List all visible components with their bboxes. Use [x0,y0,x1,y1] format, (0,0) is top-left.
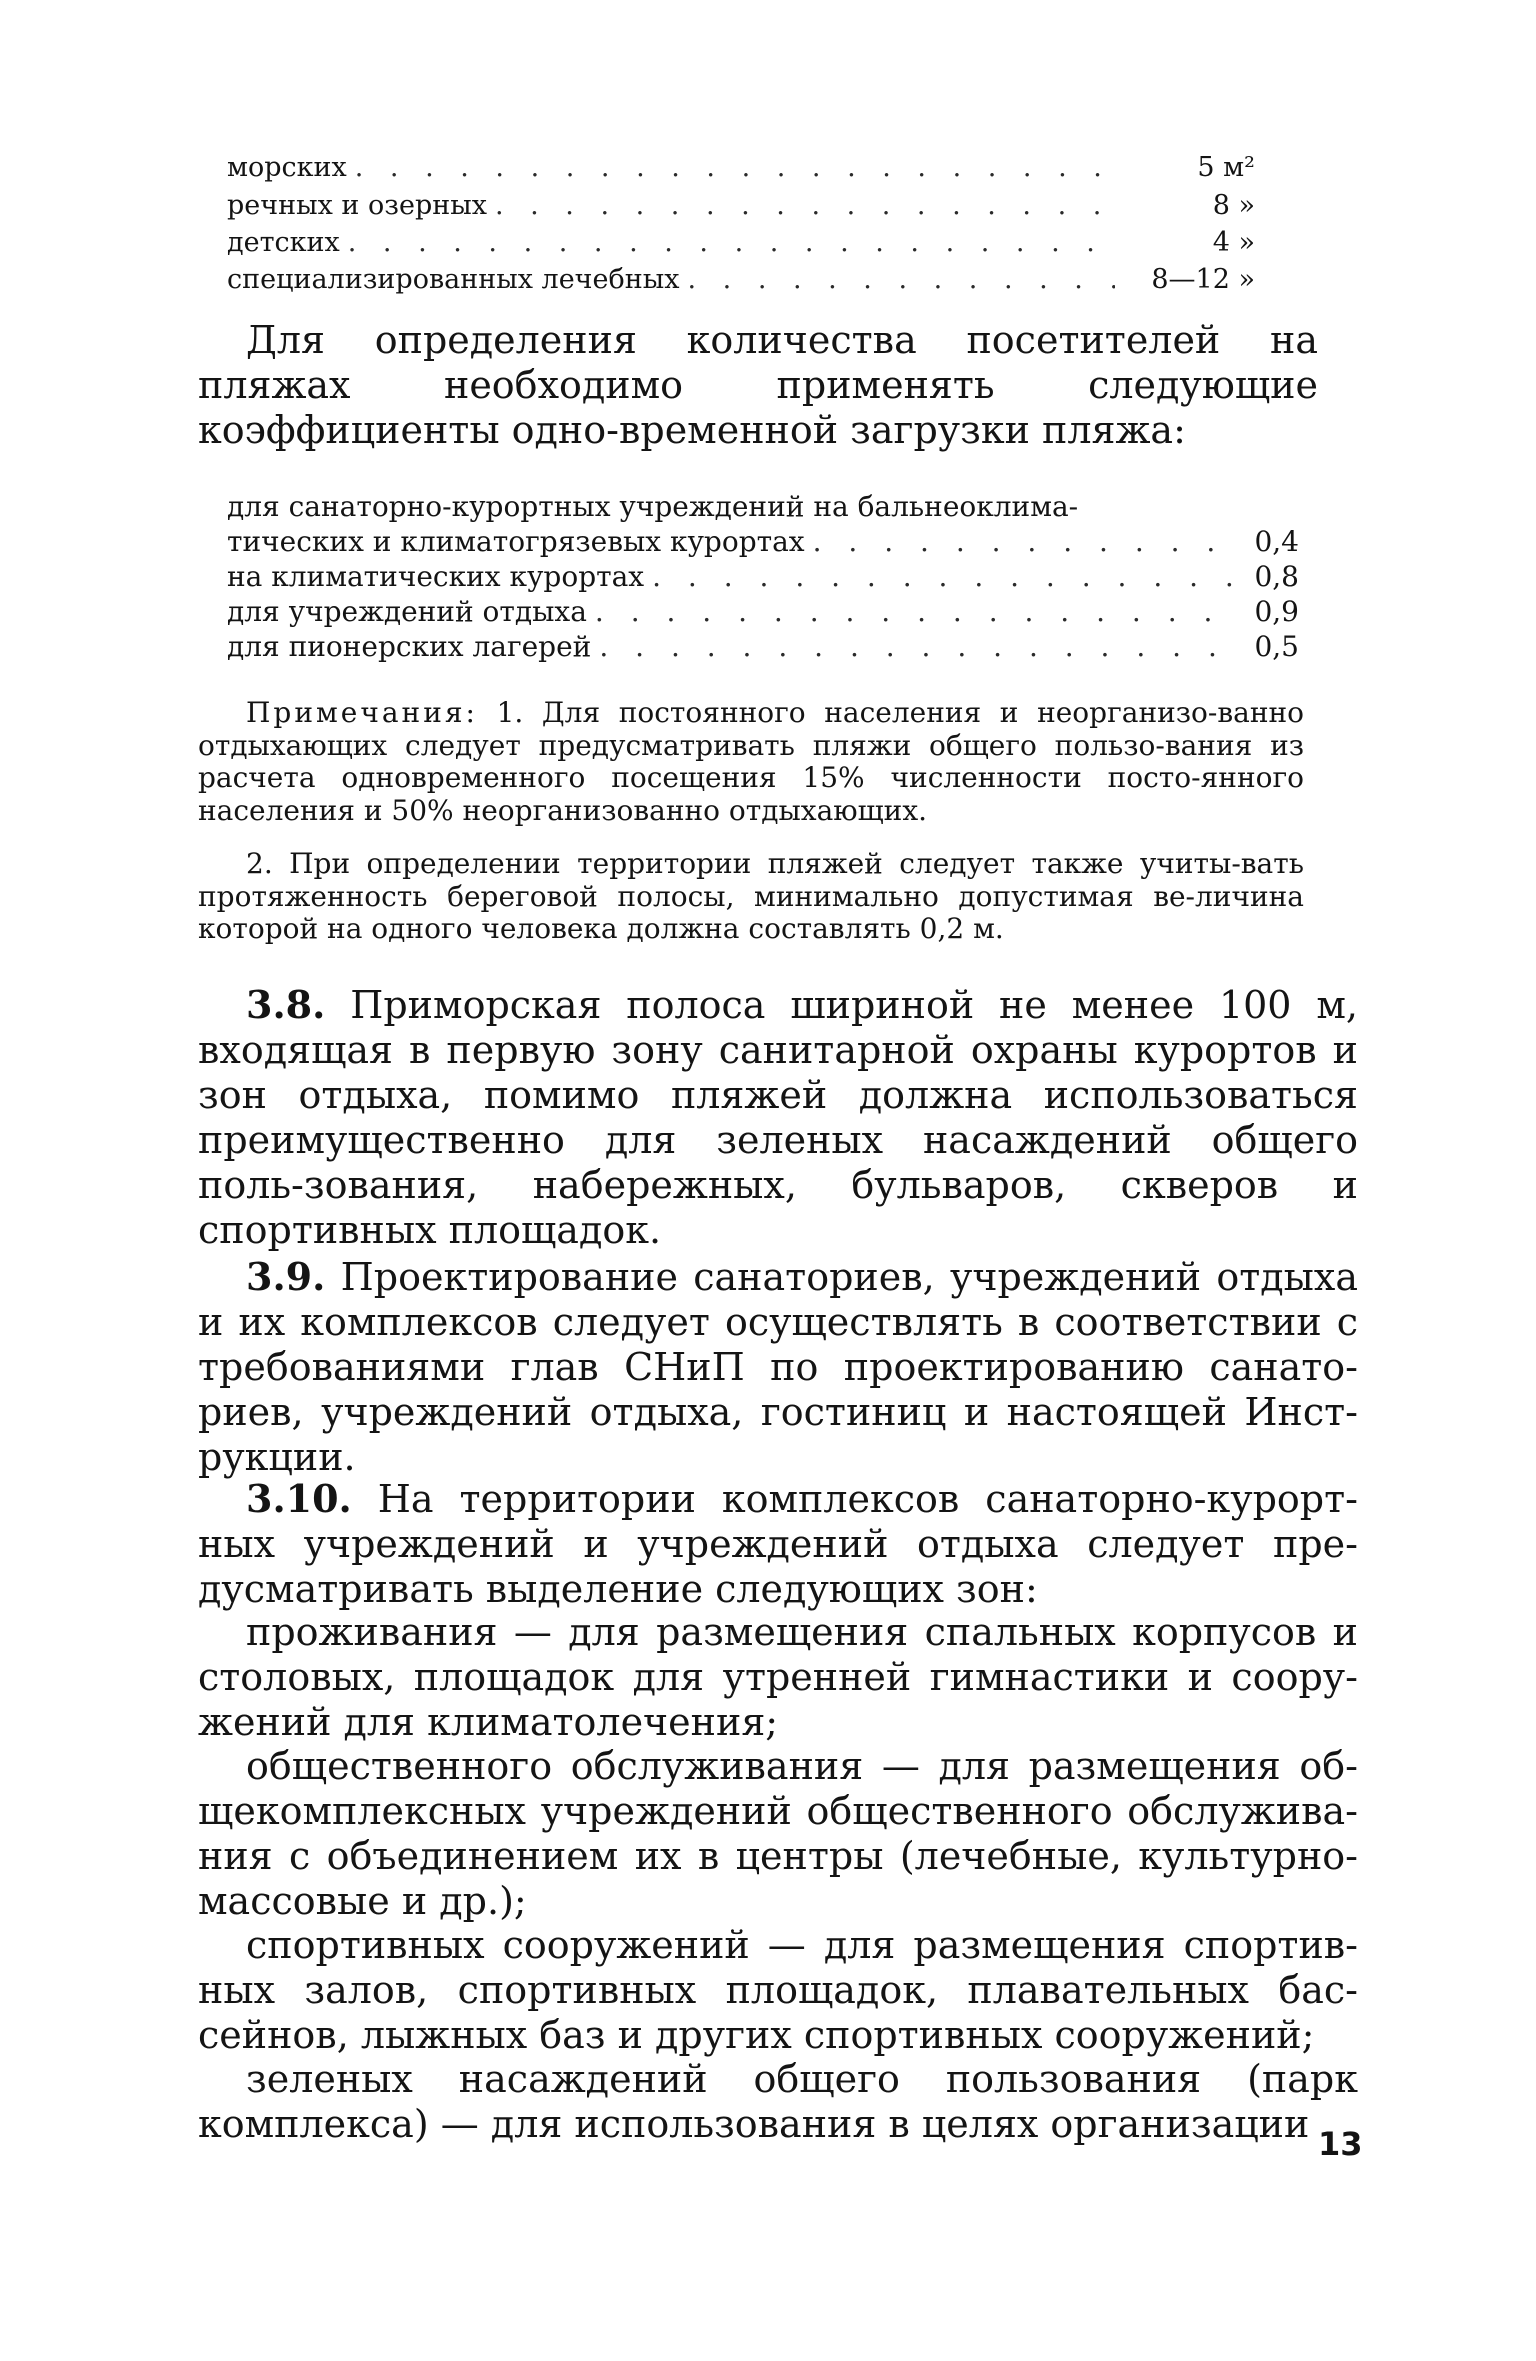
dot-leader [805,525,1235,558]
dot-leader [644,560,1235,593]
list-item: детских . . . 4 » [227,227,1255,258]
dot-leader [587,595,1235,628]
coefficient-list-heading: для санаторно-курортных учреждений на бальнеоклима- [227,490,1079,523]
dot-leader [591,630,1235,663]
list-item: морских . . . 5 м² [227,152,1255,183]
list-item: тических и климатогрязевых курортах . . . 0,4 [227,525,1299,558]
list-item: для пионерских лагерей . . . 0,5 [227,630,1299,663]
zone-green-spaces: зеленых насаждений общего пользования (парк комплекса) — для использования в целях организации [198,2057,1358,2146]
zone-sports: спортивных сооружений — для размещения спортив-ных залов, спортивных площадок, плавательных бас-сейнов, лыжных баз и других спортивных сооружений; [198,1923,1358,2057]
notes-heading: Примечания: [246,696,478,729]
section-number: 3.10. [246,1476,352,1521]
intro-paragraph: Для определения количества посетителей на пляжах необходимо применять следующие коэффициенты одно-временной загрузки пляжа: [198,318,1318,452]
zone-living: проживания — для размещения спальных корпусов и столовых, площадок для утренней гимнастики и соору-жений для климатолечения; [198,1610,1358,1744]
page-number: 13 [1318,2125,1363,2163]
list-item: речных и озерных . . . 8 » [227,190,1255,221]
list-item: для учреждений отдыха . . . 0,9 [227,595,1299,628]
list-item: специализированных лечебных . . . 8—12 » [227,264,1255,295]
dot-leader [487,190,1115,221]
dot-leader [679,264,1115,295]
note-1: Примечания: 1. Для постоянного населения и неорганизо-ванно отдыхающих следует предусматривать пляжи общего пользо-вания из расчета одновременного посещения 15% численности посто-янного населения и 50% неорганизованно отдыхающих. [198,696,1304,827]
section-number: 3.8. [246,982,326,1027]
section-3-8: 3.8. Приморская полоса шириной не менее 100 м, входящая в первую зону санитарной охраны курортов и зон отдыха, помимо пляжей должна использоваться преимущественно для зеленых насаждений общего поль-зования, набережных, бульваров, скверов и спортивных площадок. [198,982,1358,1252]
section-3-9: 3.9. Проектирование санаториев, учреждений отдыха и их комплексов следует осуществлять в соответствии с требованиями глав СНиП по проектированию санато-риев, учреждений отдыха, гостиниц и настоящей Инст-рукции. [198,1254,1358,1479]
section-3-10: 3.10. На территории комплексов санаторно-курорт-ных учреждений и учреждений отдыха следует пре-дусматривать выделение следующих зон: [198,1476,1358,1611]
dot-leader [340,227,1115,258]
zone-public-services: общественного обслуживания — для размещения об-щекомплексных учреждений общественного обслужива-ния с объединением их в центры (лечебные, культурно-массовые и др.); [198,1744,1358,1923]
note-2: 2. При определении территории пляжей следует также учиты-вать протяженность береговой полосы, минимально допустимая ве-личина которой на одного человека должна составлять 0,2 м. [198,847,1304,945]
section-number: 3.9. [246,1254,326,1299]
dot-leader [347,152,1115,183]
list-item: на климатических курортах . . . 0,8 [227,560,1299,593]
